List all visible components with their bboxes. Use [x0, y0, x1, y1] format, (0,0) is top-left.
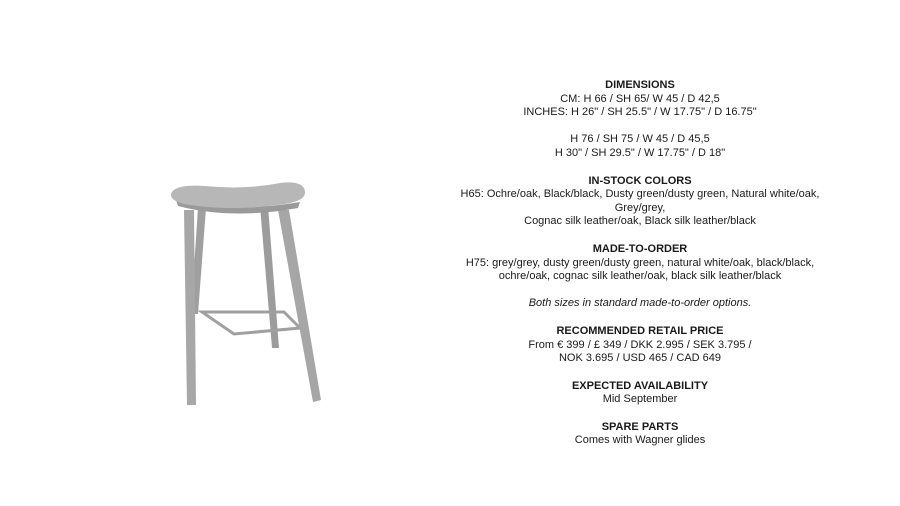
made-to-order-heading: MADE-TO-ORDER [592, 242, 688, 255]
stool-front-right-leg [278, 210, 321, 402]
made-to-order-line: ochre/oak, cognac silk leather/oak, black silk leather/black [498, 270, 782, 283]
in-stock-line: Cognac silk leather/oak, Black silk leather/black [524, 215, 756, 228]
dimensions-inches: INCHES: H 26" / SH 25.5" / W 17.75" / D 16.75" [523, 106, 757, 119]
stool-footrest [202, 312, 300, 334]
in-stock-section [430, 175, 850, 229]
price-heading: RECOMMENDED RETAIL PRICE [556, 324, 724, 337]
made-to-order-line: H75: grey/grey, dusty green/dusty green, natural white/oak, black/black, [465, 256, 815, 269]
in-stock-line: H65: Ochre/oak, Black/black, Dusty green/dusty green, Natural white/oak, [460, 188, 820, 201]
in-stock-heading: IN-STOCK COLORS [588, 174, 692, 187]
price-line: NOK 3.695 / USD 465 / CAD 649 [558, 352, 722, 365]
dimensions-tall-inches: H 30" / SH 29.5" / W 17.75" / D 18" [554, 146, 726, 159]
price-line: From € 399 / £ 349 / DKK 2.995 / SEK 3.795 / [528, 338, 752, 351]
availability-value: Mid September [602, 393, 678, 406]
spare-parts-heading: SPARE PARTS [601, 420, 679, 433]
price-section [430, 325, 850, 366]
spare-parts-section [430, 421, 850, 448]
made-to-order-note: Both sizes in standard made-to-order options. [528, 297, 752, 310]
availability-heading: EXPECTED AVAILABILITY [571, 379, 709, 392]
availability-section [430, 380, 850, 407]
dimensions-section [430, 79, 850, 161]
spare-parts-value: Comes with Wagner glides [574, 434, 706, 447]
dimensions-heading: DIMENSIONS [605, 79, 675, 91]
product-specifications [430, 79, 850, 462]
stool-back-right-leg [260, 206, 279, 348]
in-stock-line: Grey/grey, [614, 201, 666, 214]
stool-seat [171, 182, 305, 208]
made-to-order-section [430, 243, 850, 311]
stool-front-left-leg [184, 210, 196, 405]
dimensions-cm: CM: H 66 / SH 65/ W 45 / D 42,5 [560, 92, 720, 105]
dimensions-tall-cm: H 76 / SH 75 / W 45 / D 45,5 [570, 133, 710, 146]
bar-stool-image [160, 178, 330, 408]
